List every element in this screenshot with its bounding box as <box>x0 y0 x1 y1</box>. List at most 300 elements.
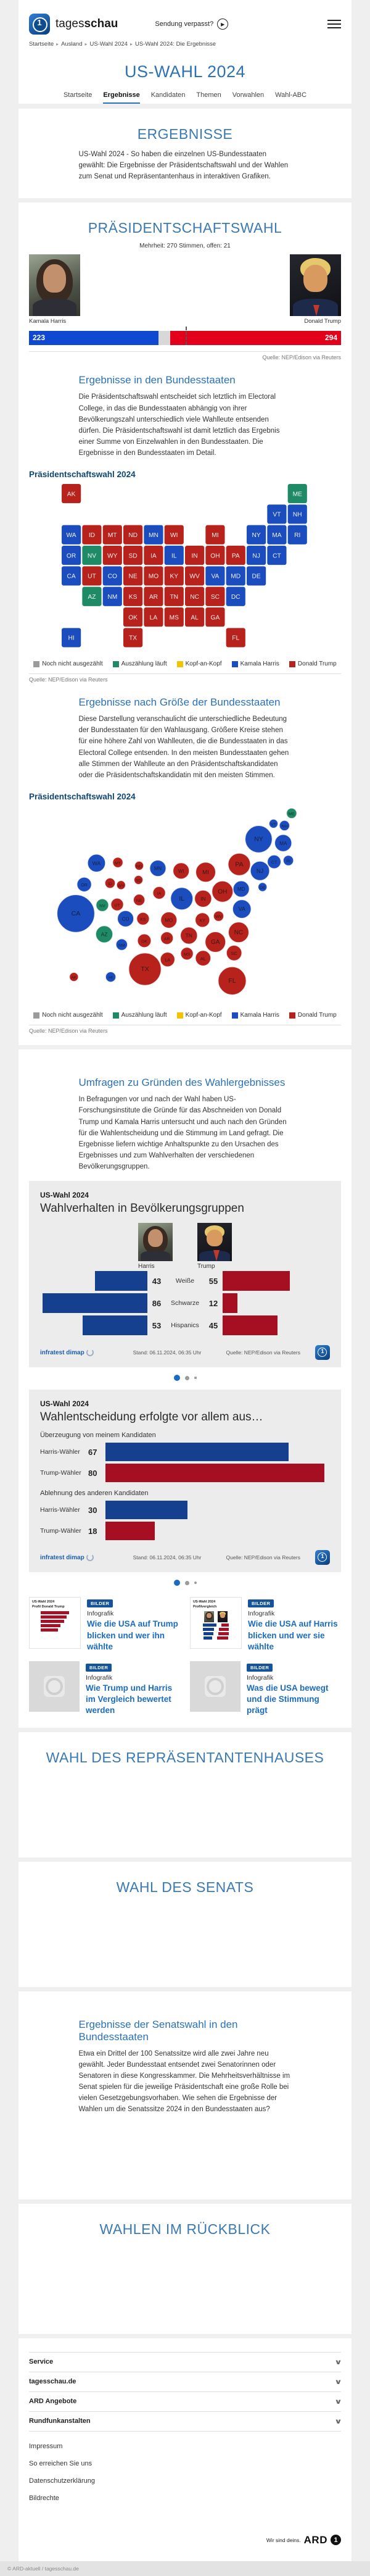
state-tile-SC[interactable] <box>205 587 224 606</box>
state-tile-DC[interactable] <box>226 587 245 606</box>
results-intro-text: US-Wahl 2024 - So haben die einzelnen US-Bundesstaaten gewählt: Die Ergebnisse der Präsidentschaftswahl und der Wahlen zum Senat und Repräsentantenhaus in interaktiven Grafiken. <box>78 151 289 181</box>
chevron-down-icon: ∨ <box>334 2358 342 2366</box>
svg-text:MT: MT <box>107 532 117 540</box>
harris-bar <box>105 1443 289 1461</box>
svg-text:OR: OR <box>66 552 76 560</box>
harris-bar <box>105 1501 187 1519</box>
carousel-dot[interactable] <box>185 1581 189 1585</box>
senate-states-card <box>18 1991 352 2199</box>
svg-text:AL: AL <box>191 614 199 622</box>
value: 18 <box>88 1526 97 1536</box>
tagesschau-logo[interactable]: 1 <box>29 14 50 35</box>
trump-bar <box>223 1293 237 1313</box>
chart-source: Quelle: NEP/Edison via Reuters <box>226 1554 300 1561</box>
svg-text:AL: AL <box>200 956 206 962</box>
teaser-thumbnail-chart: US-Wahl 2024 Profilvergleich <box>190 1597 242 1649</box>
demographics-chart-panel <box>29 1181 341 1367</box>
state-bubble-IA[interactable] <box>153 886 165 899</box>
carousel-dots <box>18 1580 352 1586</box>
breadcrumb-separator: ▸ <box>56 41 59 47</box>
state-bubble-ND[interactable] <box>134 861 143 870</box>
state-bubble-CA[interactable] <box>57 894 95 932</box>
state-tile-CO[interactable] <box>103 567 122 586</box>
senate-map-placeholder <box>18 2120 352 2188</box>
senate-states-text: Etwa ein Drittel der 100 Senatssitze wird alle zwei Jahre neu gewählt. Jeder Bundesstaat entsendet zwei Senatorinnen oder Senatoren in diese Kongresskammer. Die Mehrheitsverhältnisse im Senat spielen für die jeweilige Präsidentschaft eine große Rolle bei vielen Gesetzgebungsvorhaben. Wie sehen die Ergebnisse der Wahlen um die Senatssitze 2024 in den Bundesstaaten aus? <box>78 2049 290 2114</box>
svg-text:CA: CA <box>67 573 76 581</box>
state-bubble-NE[interactable] <box>133 894 145 906</box>
trump-name: Donald Trump <box>304 318 341 325</box>
state-tile-CA[interactable] <box>62 567 81 586</box>
state-tile-WA[interactable] <box>62 525 81 544</box>
svg-text:TN: TN <box>185 933 192 939</box>
breadcrumb-separator: ▸ <box>130 41 133 47</box>
teaser-item[interactable] <box>29 1661 180 1717</box>
state-bubble-MD[interactable] <box>233 881 249 897</box>
svg-text:NJ: NJ <box>252 552 260 560</box>
svg-text:VT: VT <box>271 822 276 827</box>
legend-item: Noch nicht ausgezählt <box>33 1012 102 1019</box>
state-bubble-KY[interactable] <box>195 913 210 927</box>
svg-text:NC: NC <box>190 594 199 601</box>
svg-text:DC: DC <box>231 594 240 601</box>
carousel-dot[interactable] <box>194 1377 197 1379</box>
teaser-title[interactable]: Wie die USA auf Trump blicken und wer ihn wählte <box>87 1619 178 1651</box>
svg-text:WA: WA <box>92 860 101 867</box>
footer-link-datenschutzerklärung[interactable]: Datenschutzerklärung <box>29 2477 96 2485</box>
decision-chart-panel <box>29 1390 341 1572</box>
house-heading: WAHL DES REPRÄSENTANTENHAUSES <box>46 1749 324 1765</box>
value: 67 <box>88 1447 97 1457</box>
decision-groups <box>40 1432 330 1541</box>
teaser-kicker: Infografik <box>247 1674 274 1682</box>
state-tile-OH[interactable] <box>205 546 224 565</box>
state-bubble-OH[interactable] <box>212 881 233 902</box>
chevron-down-icon: ∨ <box>334 2378 342 2386</box>
state-tile-NH[interactable] <box>288 505 307 524</box>
state-bubble-NJ[interactable] <box>250 861 269 880</box>
svg-text:HI: HI <box>109 975 113 980</box>
tab-startseite[interactable]: Startseite <box>63 91 92 99</box>
state-tile-MT[interactable] <box>103 525 122 544</box>
svg-text:PA: PA <box>235 861 244 869</box>
ard-brand <box>29 2534 341 2546</box>
state-tile-LA[interactable] <box>144 607 163 627</box>
state-tile-UT[interactable] <box>82 567 101 586</box>
teaser-item[interactable] <box>29 1597 180 1653</box>
teaser-item[interactable] <box>190 1661 341 1717</box>
svg-text:IL: IL <box>179 895 185 902</box>
decision-row <box>40 1520 330 1541</box>
svg-text:WY: WY <box>107 552 118 560</box>
svg-text:ND: ND <box>128 532 138 540</box>
state-tile-OK[interactable] <box>123 607 142 627</box>
carousel-dot-active[interactable] <box>174 1375 180 1381</box>
state-bubble-WI[interactable] <box>173 863 189 879</box>
svg-text:OH: OH <box>218 888 228 896</box>
state-bubble-WA[interactable] <box>88 854 105 872</box>
tab-vorwahlen[interactable]: Vorwahlen <box>232 91 265 99</box>
footer-accordion-service[interactable]: Service ∨ <box>29 2358 342 2366</box>
state-tile-AL[interactable] <box>185 607 204 627</box>
svg-text:ME: ME <box>288 812 295 817</box>
breadcrumb-item[interactable]: US-Wahl 2024 <box>89 41 128 48</box>
svg-text:NJ: NJ <box>256 867 264 874</box>
harris-ev-segment[interactable] <box>29 331 158 345</box>
teaser-kicker: Infografik <box>87 1610 114 1618</box>
results-intro-card <box>18 109 352 198</box>
state-tile-NE[interactable] <box>123 567 142 586</box>
state-bubble-CT[interactable] <box>268 855 281 869</box>
state-tile-GA[interactable] <box>205 607 224 627</box>
svg-text:WI: WI <box>170 532 178 540</box>
state-tile-ND[interactable] <box>123 525 142 544</box>
svg-text:MO: MO <box>148 573 159 581</box>
state-tile-FL[interactable] <box>226 628 245 648</box>
state-bubble-DE[interactable] <box>258 883 267 891</box>
infratest-dimap-logo: infratest dimap <box>40 1554 94 1561</box>
svg-text:WV: WV <box>189 573 200 581</box>
state-bubble-AL[interactable] <box>195 951 211 966</box>
demographics-row-weiße <box>40 1270 330 1292</box>
state-bubble-MO[interactable] <box>161 912 177 928</box>
state-tile-NC[interactable] <box>185 587 204 606</box>
state-bubble-UT[interactable] <box>111 898 123 911</box>
state-tile-SD[interactable] <box>123 546 142 565</box>
svg-text:CO: CO <box>121 916 130 922</box>
legend-swatch-icon <box>177 661 183 667</box>
state-tile-KY[interactable] <box>165 567 184 586</box>
svg-text:GA: GA <box>211 939 220 946</box>
svg-text:WY: WY <box>117 883 125 888</box>
president-heading: PRÄSIDENTSCHAFTSWAHL <box>88 220 282 236</box>
state-tile-AR[interactable] <box>144 587 163 606</box>
state-tile-OR[interactable] <box>62 546 81 565</box>
state-bubble-SC[interactable] <box>226 945 242 961</box>
voter-group-label: Trump-Wähler <box>40 1469 81 1477</box>
state-tile-TX[interactable] <box>123 628 142 648</box>
state-bubble-MS[interactable] <box>181 948 193 960</box>
svg-text:AK: AK <box>71 975 77 980</box>
size-section-text: Diese Darstellung veranschaulicht die unterschiedliche Bedeutung der Bundesstaaten für den Wahlausgang. Größere Kreise stehen für eine höhere Zahl von Wahlleuten, die die Bundesstaaten in das Electoral College entsenden. In den meisten Bundesstaaten gehen alle Stimmen der Wahlleute an den Präsidentschaftskandidaten oder die Präsidentschaftskandidatin mit den meisten Stimmen. <box>78 715 289 779</box>
harris-photo-small <box>138 1223 173 1261</box>
teaser-item[interactable] <box>190 1597 341 1653</box>
state-tile-HI[interactable] <box>62 628 81 648</box>
state-tile-PA[interactable] <box>226 546 245 565</box>
state-tile-NM[interactable] <box>103 587 122 606</box>
teaser-title[interactable]: Was die USA bewegt und die Stimmung prägt <box>247 1683 329 1715</box>
review-embed-placeholder <box>18 2244 352 2323</box>
state-bubble-RI[interactable] <box>283 856 294 866</box>
trump-bar <box>105 1522 155 1540</box>
state-tile-CT[interactable] <box>267 546 286 565</box>
legend-swatch-icon <box>289 661 295 667</box>
state-bubble-CO[interactable] <box>118 911 134 927</box>
state-bubble-NY[interactable] <box>245 826 273 853</box>
teaser-grid <box>18 1588 352 1716</box>
tab-ergebnisse[interactable]: Ergebnisse <box>103 91 139 104</box>
state-bubble-FL[interactable] <box>218 967 246 994</box>
breadcrumb-item[interactable]: US-Wahl 2024: Die Ergebnisse <box>134 41 216 48</box>
state-bubble-MT[interactable] <box>113 857 123 868</box>
state-bubble-ID[interactable] <box>105 878 115 888</box>
state-tile-NJ[interactable] <box>247 546 266 565</box>
svg-text:OH: OH <box>210 552 220 560</box>
carousel-dot-active[interactable] <box>174 1580 180 1586</box>
svg-text:RI: RI <box>286 859 291 864</box>
svg-text:AR: AR <box>149 594 158 601</box>
state-tile-DE[interactable] <box>247 567 266 586</box>
president-card <box>18 202 352 1045</box>
state-tile-MD[interactable] <box>226 567 245 586</box>
state-tile-ME[interactable] <box>288 484 307 503</box>
svg-text:MT: MT <box>115 861 121 866</box>
page-title: US-WAHL 2024 <box>124 62 246 81</box>
state-bubble-NM[interactable] <box>116 939 128 951</box>
svg-text:SC: SC <box>210 594 220 601</box>
state-bubble-IN[interactable] <box>195 890 212 907</box>
state-bubble-LA[interactable] <box>160 952 175 967</box>
footer-accordion-tagesschau-de[interactable]: tagesschau.de ∨ <box>29 2378 342 2386</box>
state-tile-MA[interactable] <box>267 525 286 544</box>
legend-swatch-icon <box>33 1012 39 1019</box>
state-bubble-PA[interactable] <box>228 853 250 875</box>
breadcrumb-item[interactable]: Ausland <box>61 41 83 48</box>
source-note: Quelle: NEP/Edison via Reuters <box>262 354 341 361</box>
state-tile-AK[interactable] <box>62 484 81 503</box>
state-bubble-OK[interactable] <box>138 934 151 948</box>
senate-heading: WAHL DES SENATS <box>116 1878 254 1895</box>
svg-text:NH: NH <box>281 824 288 829</box>
state-bubble-MN[interactable] <box>150 860 166 876</box>
state-tile-WV[interactable] <box>185 567 204 586</box>
decision-row <box>40 1462 330 1483</box>
state-tile-MS[interactable] <box>165 607 184 627</box>
legend-item: Kamala Harris <box>232 661 279 667</box>
state-bubble-WY[interactable] <box>117 881 125 890</box>
state-tile-RI[interactable] <box>288 525 307 544</box>
map-legend <box>29 1012 341 1019</box>
svg-text:NM: NM <box>107 594 118 601</box>
svg-text:SD: SD <box>128 552 138 560</box>
harris-ev-count: 223 <box>33 333 46 343</box>
sendung-verpasst-link[interactable]: Sendung verpasst? ▶ <box>155 19 228 30</box>
results-heading: ERGEBNISSE <box>137 126 233 142</box>
state-bubble-TX[interactable] <box>129 953 161 985</box>
value: 80 <box>88 1468 97 1478</box>
svg-text:MN: MN <box>148 532 158 540</box>
state-bubble-TN[interactable] <box>181 927 197 944</box>
svg-text:MA: MA <box>272 532 282 540</box>
voter-group-label: Harris-Wähler <box>40 1448 80 1456</box>
svg-text:SC: SC <box>231 950 237 956</box>
chart-title: Wahlverhalten in Bevölkerungsgruppen <box>40 1202 244 1215</box>
tagesschau-watermark-icon <box>44 1676 65 1697</box>
svg-text:CO: CO <box>107 573 117 581</box>
state-bubble-NH[interactable] <box>279 820 290 831</box>
tab-kandidaten[interactable]: Kandidaten <box>150 91 186 99</box>
senate-embed-placeholder <box>18 1902 352 1976</box>
svg-text:WV: WV <box>215 915 222 920</box>
carousel-dot[interactable] <box>194 1582 197 1584</box>
legend-item: Kopf-an-Kopf <box>177 1012 222 1019</box>
state-tile-MO[interactable] <box>144 567 163 586</box>
state-bubble-AK[interactable] <box>70 972 78 981</box>
svg-text:RI: RI <box>294 532 301 540</box>
state-tile-ID[interactable] <box>82 525 101 544</box>
breadcrumb-item[interactable]: Startseite <box>29 41 54 48</box>
svg-text:NE: NE <box>136 899 142 904</box>
footer-link-impressum[interactable]: Impressum <box>29 2442 63 2450</box>
state-bubble-GA[interactable] <box>205 932 226 952</box>
chart-stand: Stand: 06.11.2024, 06:35 Uhr <box>133 1554 202 1561</box>
chart-stand: Stand: 06.11.2024, 06:35 Uhr <box>133 1349 202 1356</box>
source-note: Quelle: NEP/Edison via Reuters <box>29 677 108 683</box>
state-tile-IN[interactable] <box>185 546 204 565</box>
house-card <box>18 1732 352 1857</box>
us-states-bubble-map <box>29 806 341 1003</box>
chevron-down-icon: ∨ <box>334 2417 342 2425</box>
legend-item: Auszählung läuft <box>113 1012 167 1019</box>
trump-value: 55 <box>208 1276 218 1286</box>
chart-title: Wahlentscheidung erfolgte vor allem aus… <box>40 1411 263 1424</box>
svg-text:NC: NC <box>234 929 244 936</box>
state-tile-WI[interactable] <box>165 525 184 544</box>
state-bubble-VA[interactable] <box>232 900 251 919</box>
trump-ev-segment[interactable] <box>170 331 341 345</box>
state-bubble-AR[interactable] <box>161 932 173 944</box>
teaser-thumbnail-placeholder <box>29 1661 80 1712</box>
svg-text:FL: FL <box>232 635 240 643</box>
state-tile-TN[interactable] <box>165 587 184 606</box>
surveys-heading: Umfragen zu Gründen des Wahlergebnisses <box>78 1077 286 1089</box>
legend-item: Noch nicht ausgezählt <box>33 661 102 667</box>
svg-text:LA: LA <box>149 614 158 622</box>
svg-text:MD: MD <box>237 886 245 893</box>
state-bubble-MA[interactable] <box>275 835 292 851</box>
ard-logo-icon: 1 <box>315 1550 330 1565</box>
state-tile-MI[interactable] <box>205 525 224 544</box>
state-bubble-NV[interactable] <box>96 899 109 911</box>
copyright-bar: © ARD-aktuell / tagesschau.de <box>0 2561 370 2576</box>
svg-text:IN: IN <box>191 552 198 560</box>
svg-text:KY: KY <box>199 919 205 923</box>
svg-text:ID: ID <box>88 532 96 540</box>
state-bubble-OR[interactable] <box>77 877 91 891</box>
majority-marker <box>186 327 187 345</box>
source-note: Quelle: NEP/Edison via Reuters <box>29 1028 108 1035</box>
surveys-text: In Befragungen vor und nach der Wahl haben US-Forschungsinstitute die Gründe für das Abschneiden von Donald Trump und Kamala Harris untersucht und auch nach den Gründen für die Wahlentscheidung und die Stimmung im Land gefragt. Die Ergebnisse liefern wichtige Anhaltspunkte zu den Ursachen des Ergebnisses und zum Wahlverhalten der verschiedenen Bevölkerungsgruppen. <box>78 1096 287 1171</box>
svg-text:DE: DE <box>252 573 261 581</box>
legend-item: Kamala Harris <box>232 1012 279 1019</box>
state-bubble-VT[interactable] <box>269 819 278 828</box>
state-bubble-SD[interactable] <box>134 875 142 884</box>
ard-logo-icon: 1 <box>315 1345 330 1360</box>
trump-value: 12 <box>208 1298 218 1308</box>
svg-text:NV: NV <box>87 552 97 560</box>
svg-text:ME: ME <box>292 491 302 498</box>
svg-text:DE: DE <box>259 886 266 891</box>
ard-wordmark: ARD <box>303 2533 327 2546</box>
legend-item: Donald Trump <box>289 1012 337 1019</box>
state-bubble-AZ[interactable] <box>96 926 112 943</box>
svg-text:VA: VA <box>238 906 245 912</box>
open-ev-segment <box>158 331 171 345</box>
svg-text:LA: LA <box>165 958 171 963</box>
harris-value: 53 <box>152 1320 162 1330</box>
svg-text:MN: MN <box>154 865 162 872</box>
state-tile-AZ[interactable] <box>82 587 101 606</box>
svg-text:ID: ID <box>108 882 112 886</box>
footer-accordion-ard-angebote[interactable]: ARD Angebote ∨ <box>29 2398 342 2406</box>
state-bubble-HI[interactable] <box>105 972 116 982</box>
tab-wahl-abc[interactable]: Wahl-ABC <box>275 91 307 99</box>
majority-note: Mehrheit: 270 Stimmen, offen: 21 <box>139 243 231 250</box>
state-tile-KS[interactable] <box>123 587 142 606</box>
svg-text:MO: MO <box>165 917 173 923</box>
svg-text:VT: VT <box>273 512 281 519</box>
svg-text:TX: TX <box>129 635 138 643</box>
teaser-title[interactable]: Wie Trump und Harris im Vergleich bewertet werden <box>86 1683 173 1715</box>
legend-swatch-icon <box>232 1012 238 1019</box>
bilder-badge: BILDER <box>248 1599 274 1607</box>
state-bubble-MI[interactable] <box>195 862 215 882</box>
svg-text:WI: WI <box>178 868 184 874</box>
state-tile-VT[interactable] <box>267 505 286 524</box>
state-tile-IA[interactable] <box>144 546 163 565</box>
svg-text:NE: NE <box>128 573 138 581</box>
state-tile-WY[interactable] <box>103 546 122 565</box>
harris-name: Kamala Harris <box>29 318 67 325</box>
infratest-dimap-logo: infratest dimap <box>40 1349 94 1356</box>
state-tile-NV[interactable] <box>82 546 101 565</box>
svg-text:AK: AK <box>67 491 76 498</box>
map-legend <box>29 661 341 667</box>
legend-item: Kopf-an-Kopf <box>177 661 222 667</box>
bilder-badge: BILDER <box>247 1664 273 1672</box>
harris-column-label: Harris <box>138 1263 155 1270</box>
state-bubble-WV[interactable] <box>213 911 224 922</box>
voter-group-label: Harris-Wähler <box>40 1506 80 1514</box>
brand-wordmark[interactable]: tagesschau <box>56 17 118 30</box>
carousel-dot[interactable] <box>185 1376 189 1380</box>
tab-themen[interactable]: Themen <box>196 91 221 99</box>
state-bubble-KS[interactable] <box>137 912 149 925</box>
cartogram-title: Präsidentschaftswahl 2024 <box>29 792 136 801</box>
state-tile-VA[interactable] <box>205 567 224 586</box>
footer-link-bildrechte[interactable]: Bildrechte <box>29 2494 59 2502</box>
size-section-heading: Ergebnisse nach Größe der Bundesstaaten <box>78 696 281 709</box>
group-label: Hispanics <box>171 1322 199 1330</box>
hamburger-menu-icon[interactable] <box>327 17 341 31</box>
state-tile-NY[interactable] <box>247 525 266 544</box>
svg-text:WA: WA <box>66 532 76 540</box>
state-bubble-IL[interactable] <box>171 888 193 910</box>
ard-claim: Wir sind deins. <box>266 2536 301 2543</box>
teaser-title[interactable]: Wie die USA auf Harris blicken und wer sie wählte <box>248 1619 338 1651</box>
footer-accordion-rundfunkanstalten[interactable]: Rundfunkanstalten ∨ <box>29 2417 342 2425</box>
footer-link-so-erreichen-sie-uns[interactable]: So erreichen Sie uns <box>29 2459 92 2467</box>
state-tile-IL[interactable] <box>165 546 184 565</box>
svg-text:SD: SD <box>135 878 142 883</box>
breadcrumb <box>18 38 352 52</box>
svg-text:UT: UT <box>88 573 96 581</box>
state-bubble-ME[interactable] <box>287 808 297 819</box>
legend-item: Auszählung läuft <box>113 661 167 667</box>
state-tile-MN[interactable] <box>144 525 163 544</box>
play-icon[interactable]: ▶ <box>217 19 228 30</box>
svg-text:TN: TN <box>170 594 179 601</box>
state-bubble-NC[interactable] <box>228 922 249 943</box>
